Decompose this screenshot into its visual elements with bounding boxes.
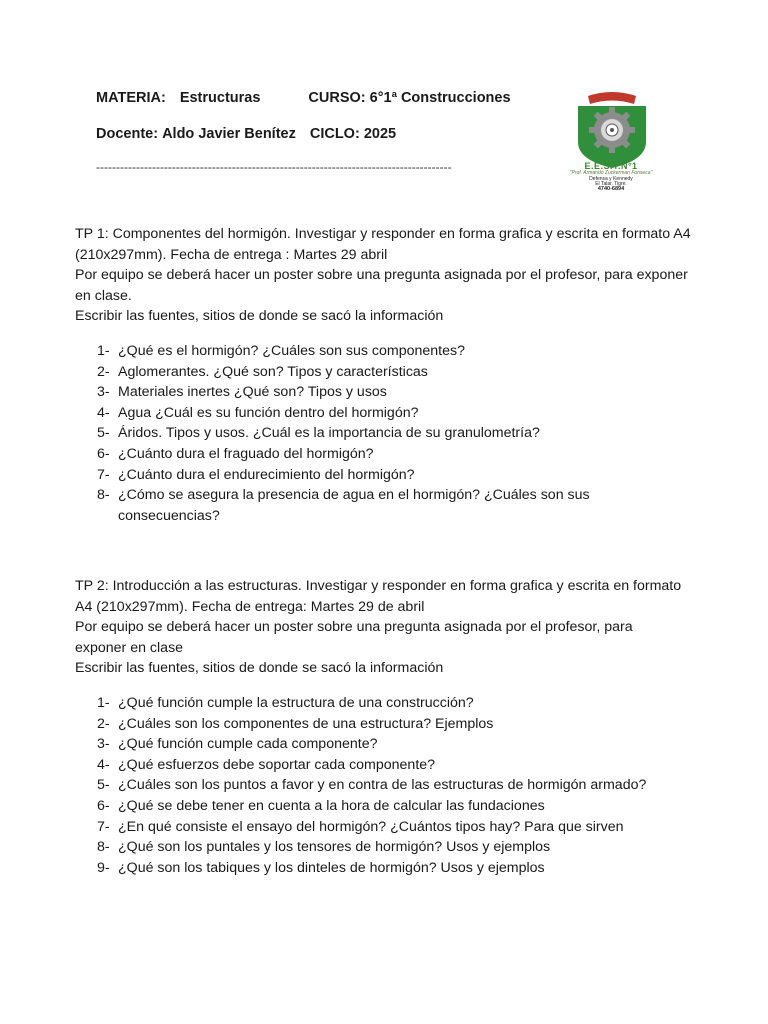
- logo-address-2: El Talar. Tigre.: [595, 180, 627, 187]
- list-item: 2- Aglomerantes. ¿Qué son? Tipos y características: [97, 363, 428, 380]
- gear-icon: [589, 107, 635, 153]
- materia-value: Estructuras: [179, 90, 261, 106]
- header-divider: -----------------------------------------------------------------------------------------: [96, 160, 452, 174]
- list-item: 3- Materiales inertes ¿Qué son? Tipos y usos: [97, 384, 387, 401]
- tp2-instruction: Por equipo se deberá hacer un poster sobre una pregunta asignada por el profesor, para exponer en clase: [75, 619, 633, 656]
- materia-label: MATERIA:: [96, 90, 166, 106]
- logo-school-name: E.E.S.T.N°1: [584, 161, 638, 171]
- tp2-sources: Escribir las fuentes, sitios de donde se sacó la información: [75, 660, 444, 677]
- tp1-sources: Escribir las fuentes, sitios de donde se sacó la información: [75, 308, 444, 325]
- ciclo-label: CICLO:: [309, 126, 360, 142]
- list-item: 3- ¿Qué función cumple cada componente?: [97, 736, 378, 753]
- list-item: 5- Áridos. Tipos y usos. ¿Cuál es la importancia de su granulometría?: [97, 425, 540, 442]
- logo-motto: "Prof. Armando Zuckerman Fonseca": [569, 170, 653, 177]
- list-item: 5- ¿Cuáles son los puntos a favor y en contra de las estructuras de hormigón armado?: [97, 777, 647, 794]
- list-item: 6- ¿Qué se debe tener en cuenta a la hora de calcular las fundaciones: [97, 797, 545, 814]
- curso-value: 6°1ª Construcciones: [369, 90, 511, 106]
- curso-label: CURSO:: [308, 90, 366, 106]
- ciclo-value: 2025: [363, 126, 397, 142]
- list-item: 4- Agua ¿Cuál es su función dentro del hormigón?: [97, 404, 419, 421]
- list-item: 8- ¿Qué son los puntales y los tensores de hormigón? Usos y ejemplos: [97, 839, 551, 856]
- list-item: 7- ¿Cuánto dura el endurecimiento del hormigón?: [97, 466, 415, 483]
- list-item: 8- ¿Cómo se asegura la presencia de agua en el hormigón? ¿Cuáles son sus consecuencias?: [97, 487, 590, 524]
- tp1-question-list: [75, 341, 695, 526]
- docente-label: Docente:: [96, 126, 159, 142]
- tp2-intro: TP 2: Introducción a las estructuras. Investigar y responder en forma grafica y escrita en formato A4 (210x297mm). Fecha de entrega: Martes 29 de abril: [75, 578, 682, 615]
- docente-value: Aldo Javier Benítez: [162, 126, 296, 142]
- tp1-instruction: Por equipo se deberá hacer un poster sobre una pregunta asignada por el profesor, para exponer en clase.: [75, 267, 688, 304]
- logo-phone: 4740-6894: [597, 186, 625, 193]
- tp2-question-list: [75, 693, 695, 878]
- logo-caption: [563, 162, 659, 193]
- list-item: 4- ¿Qué esfuerzos debe soportar cada componente?: [97, 756, 436, 773]
- header-row-subject: [96, 90, 511, 106]
- list-item: 2- ¿Cuáles son los componentes de una estructura? Ejemplos: [97, 715, 494, 732]
- list-item: 6- ¿Cuánto dura el fraguado del hormigón?: [97, 445, 374, 462]
- tp1-intro: TP 1: Componentes del hormigón. Investigar y responder en forma grafica y escrita en formato A4 (210x297mm). Fecha de entrega : Martes 29 abril: [75, 226, 691, 263]
- list-item: 7- ¿En qué consiste el ensayo del hormigón? ¿Cuántos tipos hay? Para que sirven: [97, 818, 624, 835]
- header-row-teacher: [96, 126, 396, 142]
- list-item: 1- ¿Qué es el hormigón? ¿Cuáles son sus componentes?: [97, 342, 465, 359]
- list-item: 9- ¿Qué son los tabiques y los dinteles de hormigón? Usos y ejemplos: [97, 859, 545, 876]
- list-item: 1- ¿Qué función cumple la estructura de una construcción?: [97, 694, 474, 711]
- logo-address-1: Defensa y Kennedy: [589, 175, 633, 182]
- tp1-section: [75, 224, 695, 526]
- tp2-section: [75, 576, 695, 878]
